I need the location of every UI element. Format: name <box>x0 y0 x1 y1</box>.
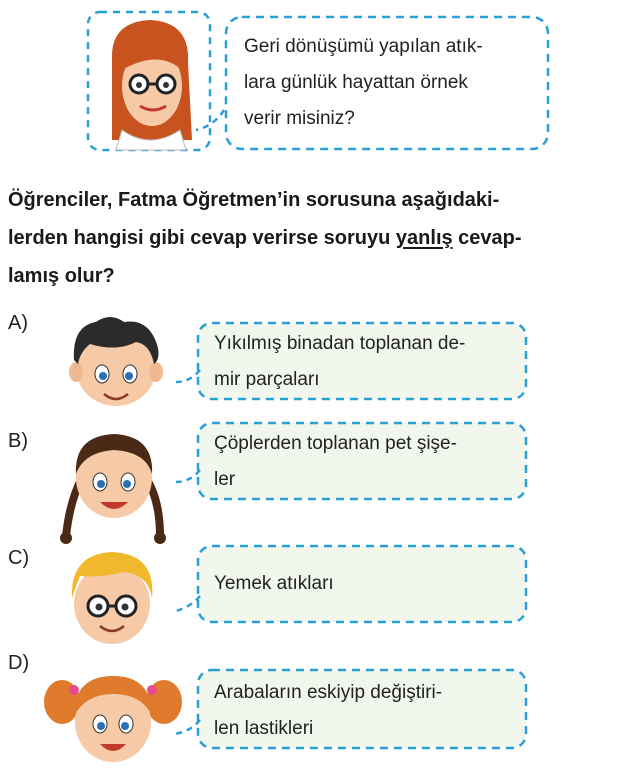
option-b-line-1: Çöplerden toplanan pet şişe- <box>214 433 457 454</box>
question-line-2 <box>8 219 630 257</box>
question-part-2: lerden hangisi gibi cevap verirse soruyu <box>8 227 396 249</box>
option-c-text[interactable] <box>214 566 522 602</box>
question-line-1: Öğrenciler, Fatma Öğretmen’in sorusuna aşağıdaki- <box>8 189 500 211</box>
option-a-letter[interactable]: A) <box>8 312 28 334</box>
option-c-letter[interactable]: C) <box>8 547 30 569</box>
teacher-line-3: verir misiniz? <box>244 108 355 129</box>
teacher-bubble-text <box>244 29 544 137</box>
option-a-text[interactable] <box>214 326 522 398</box>
teacher-portrait-icon <box>112 20 192 150</box>
option-c-line-1: Yemek atıkları <box>214 573 334 594</box>
option-d-text[interactable] <box>214 675 522 747</box>
option-d-line-2: len lastikleri <box>214 718 314 739</box>
boy-dark-hair-icon <box>69 317 163 406</box>
question-part-3: cevap- <box>452 227 522 249</box>
option-b-letter[interactable]: B) <box>8 430 28 452</box>
option-d-letter[interactable]: D) <box>8 652 30 674</box>
option-d-line-1: Arabaların eskiyip değiştiri- <box>214 682 443 703</box>
teacher-line-1: Geri dönüşümü yapılan atık- <box>244 36 483 57</box>
option-a-line-2: mir parçaları <box>214 369 320 390</box>
question-underlined-word: yanlış <box>395 227 453 249</box>
boy-glasses-icon <box>72 552 152 644</box>
girl-braids-icon <box>60 434 166 544</box>
option-b-text[interactable] <box>214 426 522 498</box>
question-line-3: lamış olur? <box>8 265 115 287</box>
option-a-line-1: Yıkılmış binadan toplanan de- <box>214 333 466 354</box>
option-b-line-2: ler <box>214 469 236 490</box>
girl-pigtails-icon <box>44 676 182 762</box>
teacher-line-2: lara günlük hayattan örnek <box>244 72 468 93</box>
question-text <box>8 181 630 295</box>
